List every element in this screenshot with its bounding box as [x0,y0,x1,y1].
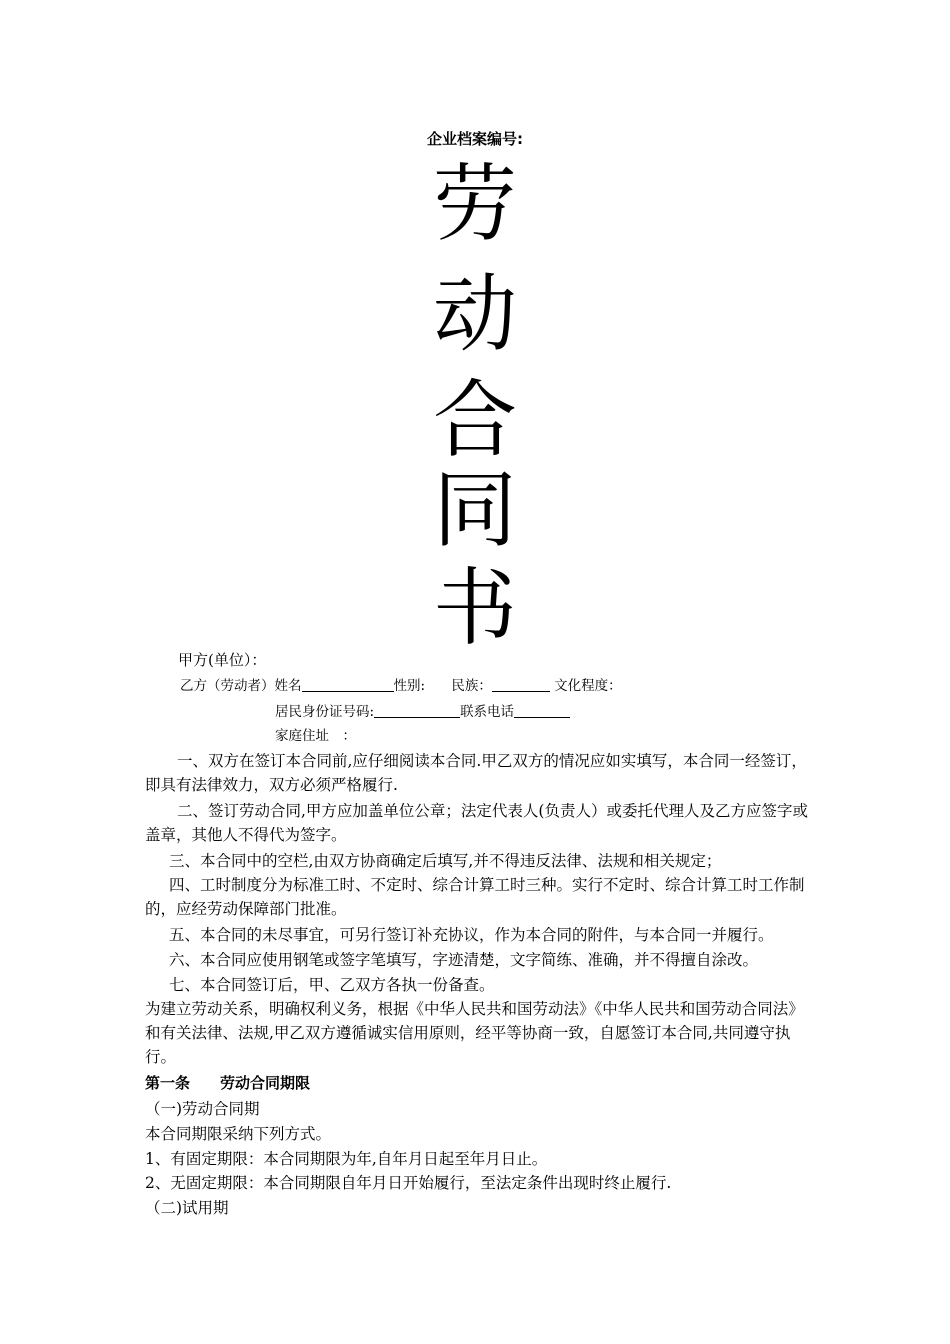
id-label: 居民身份证号码: [275,704,375,720]
ethnicity-blank[interactable] [492,677,550,692]
note-6: 六、本合同应使用钢笔或签字笔填写，字迹清楚，文字简练、准确，并不得擅自涂改。 [169,951,759,969]
party-b-row [180,676,622,696]
article-1-sub1: （一)劳动合同期 [145,1100,260,1118]
note-4: 四、工时制度分为标准工时、不定时、综合计算工时三种。实行不定时、综合计算工时工作制的，应经劳动保障部门批准。 [145,876,805,918]
note-3: 三、本合同中的空栏,由双方协商确定后填写,并不得违反法律、法规和相关规定； [169,852,722,870]
party-b-name-label: 乙方（劳动者）姓名 [180,678,302,694]
note-2: 二、签订劳动合同,甲方应加盖单位公章；法定代表人(负责人）或委托代理人及乙方应签字或盖章，其他人不得代为签字。 [145,802,808,844]
title-char-1: 劳 [432,155,517,253]
note-1: 一、双方在签订本合同前,应仔细阅读本合同.甲乙双方的情况应如实填写，本合同一经签订，即具有法律效力，双方必须严格履行. [145,752,807,794]
article-1-item1: 1、有固定期限：本合同期限为年,自年月日起至年月日止。 [145,1150,548,1168]
title-char-2: 动 [432,265,517,363]
education-label: 文化程度： [554,678,622,694]
preamble: 为建立劳动关系，明确权利义务，根据《中华人民共和国劳动法》《中华人民共和国劳动合同法》和有关法律、法规,甲乙双方遵循诚实信用原则，经平等协商一致，自愿签订本合同,共同遵守执行。 [145,1000,804,1066]
note-7: 七、本合同签订后，甲、乙双方各执一份备查。 [169,976,495,994]
id-row [275,702,570,722]
address-label: 家庭住址 ： [275,728,356,744]
title-char-5: 书 [432,559,517,657]
article-1-sub2: （二)试用期 [145,1199,229,1217]
title-char-4: 同 [432,461,517,559]
phone-blank[interactable] [514,703,570,718]
title-char-3: 合 [432,371,517,469]
gender-label: 性别: [393,678,426,694]
archive-number-label: 企业档案编号: [427,130,523,148]
id-blank[interactable] [374,703,460,718]
article-1-heading: 第一条 劳动合同期限 [145,1074,311,1092]
article-1-item2: 2、无固定期限：本合同期限自年月日开始履行，至法定条件出现时终止履行. [145,1174,672,1192]
article-1-line1: 本合同期限采纳下列方式。 [145,1125,332,1143]
ethnicity-label: 民族： [451,678,492,694]
phone-label: 联系电话 [460,704,515,720]
name-blank[interactable] [302,677,394,692]
party-a-label: 甲方(单位）： [178,651,267,669]
note-5: 五、本合同的未尽事宜，可另行签订补充协议，作为本合同的附件，与本合同一并履行。 [169,926,774,944]
